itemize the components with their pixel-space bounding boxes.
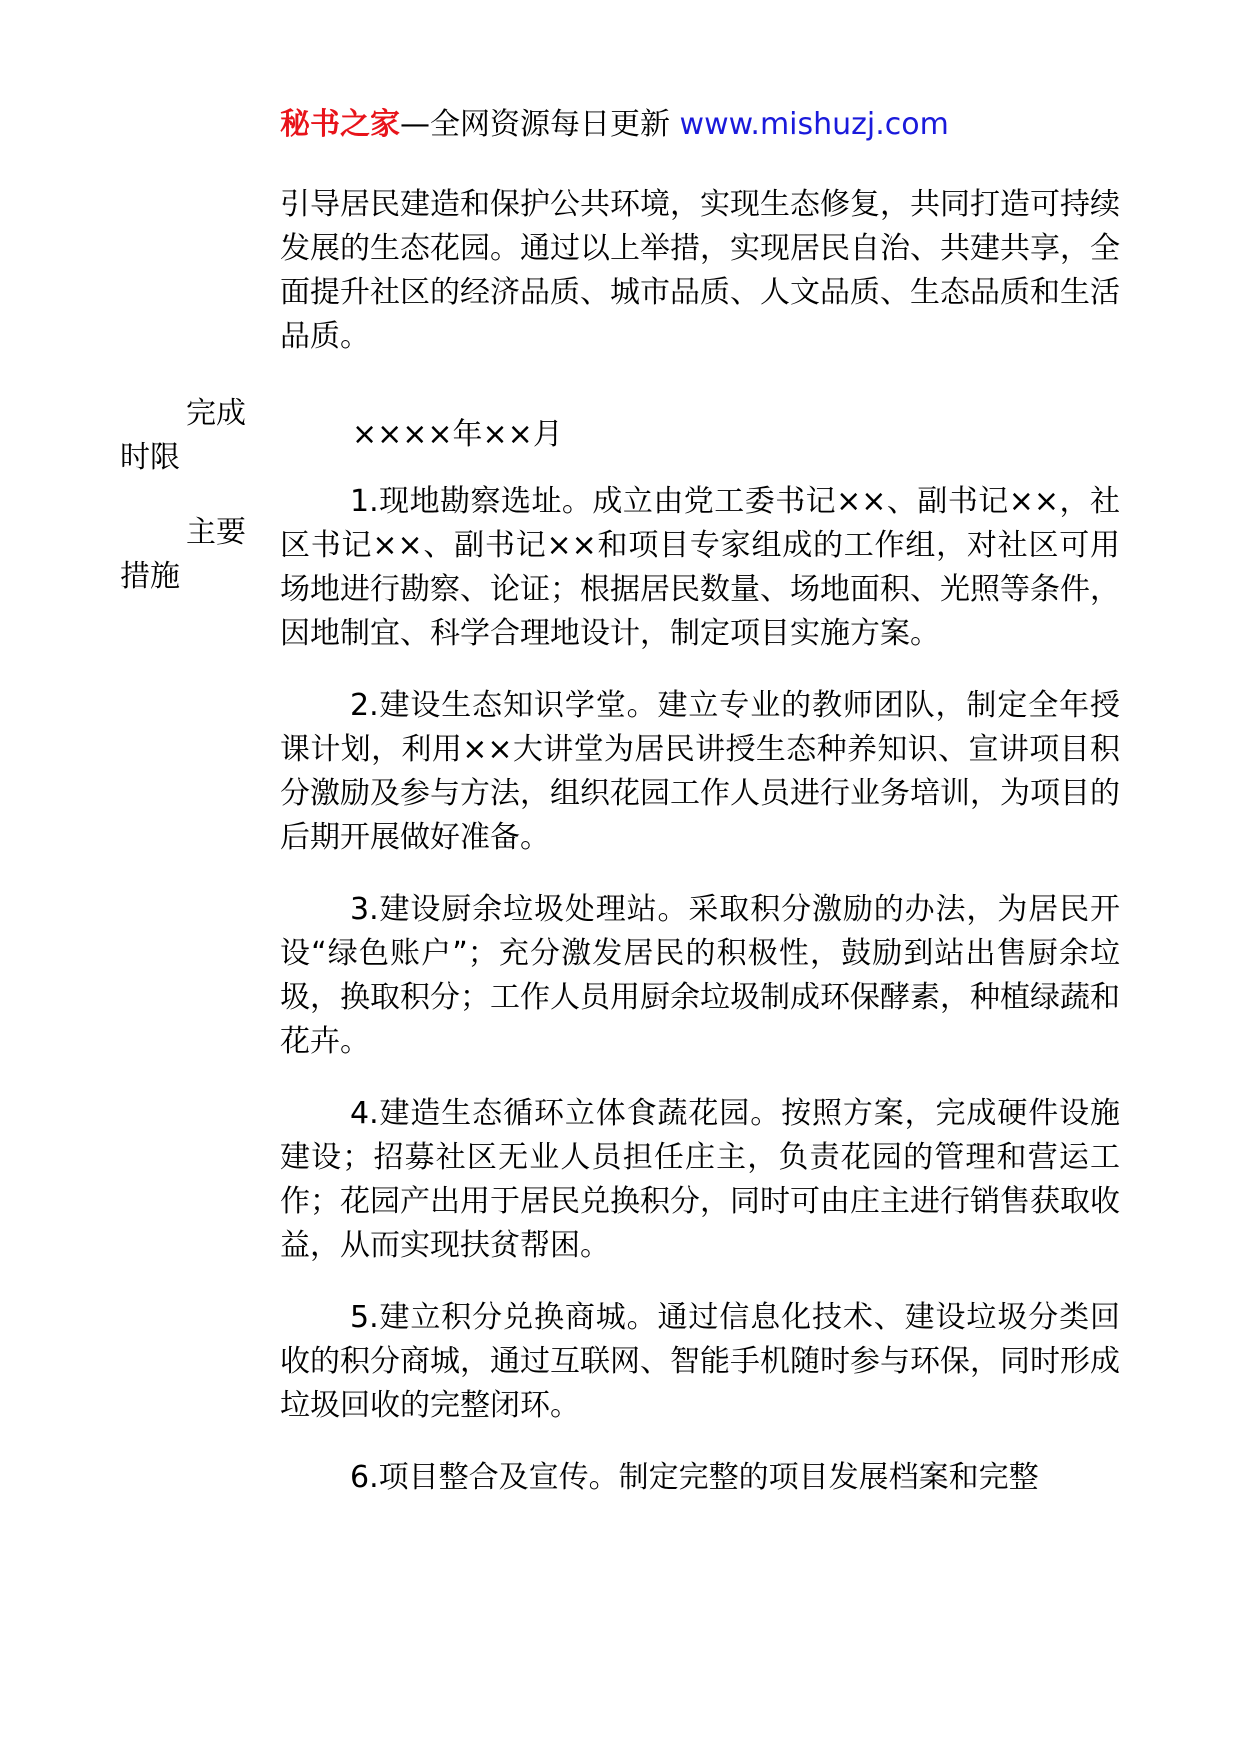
- measure-item-6: 6.项目整合及宣传。制定完整的项目发展档案和完整: [350, 1460, 1039, 1495]
- measure-item-2: 2.建设生态知识学堂。建立专业的教师团队，制定全年授课计划，利用××大讲堂为居民讲授生态种养知识、宣讲项目积分激励及参与方法，组织花园工作人员进行业务培训，为项目的后期开展做好准备。: [280, 688, 1120, 855]
- page-header: [280, 100, 949, 150]
- site-url-link[interactable]: www.mishuzj.com: [679, 107, 949, 142]
- measure-item-4: 4.建造生态循环立体食蔬花园。按照方案，完成硬件设施建设；招募社区无业人员担任庄主，负责花园的管理和营运工作；花园产出用于居民兑换积分，同时可由庄主进行销售获取收益，从而实现扶贫帮困。: [280, 1096, 1120, 1263]
- measure-item-5: 5.建立积分兑换商城。通过信息化技术、建设垃圾分类回收的积分商城，通过互联网、智能手机随时参与环保，同时形成垃圾回收的完整闭环。: [280, 1300, 1120, 1423]
- measure-item-1: 1.现地勘察选址。成立由党工委书记××、副书记××，社区书记××、副书记××和项目专家组成的工作组，对社区可用场地进行勘察、论证；根据居民数量、场地面积、光照等条件，因地制宜、科学合理地设计，制定项目实施方案。: [280, 484, 1120, 651]
- completion-time-label-line1: 完成: [186, 396, 246, 431]
- intro-paragraph: 引导居民建造和保护公共环境，实现生态修复，共同打造可持续发展的生态花园。通过以上举措，实现居民自治、共建共享，全面提升社区的经济品质、城市品质、人文品质、生态品质和生活品质。: [280, 187, 1120, 354]
- completion-time-label-line2: 时限: [120, 440, 180, 475]
- main-measures-label-line1: 主要: [186, 515, 246, 550]
- measures-list: [280, 480, 1120, 1528]
- measure-item-3: 3.建设厨余垃圾处理站。采取积分激励的办法，为居民开设“绿色账户”；充分激发居民的积极性，鼓励到站出售厨余垃圾，换取积分；工作人员用厨余垃圾制成环保酵素，种植绿蔬和花卉。: [280, 892, 1120, 1059]
- header-tagline: —全网资源每日更新: [400, 107, 680, 142]
- completion-time-label: [120, 392, 246, 480]
- completion-time-value: ××××年××月: [352, 417, 563, 452]
- main-measures-label-line2: 措施: [120, 559, 180, 594]
- brand-name: 秘书之家: [280, 107, 400, 142]
- main-measures-label: [120, 511, 246, 599]
